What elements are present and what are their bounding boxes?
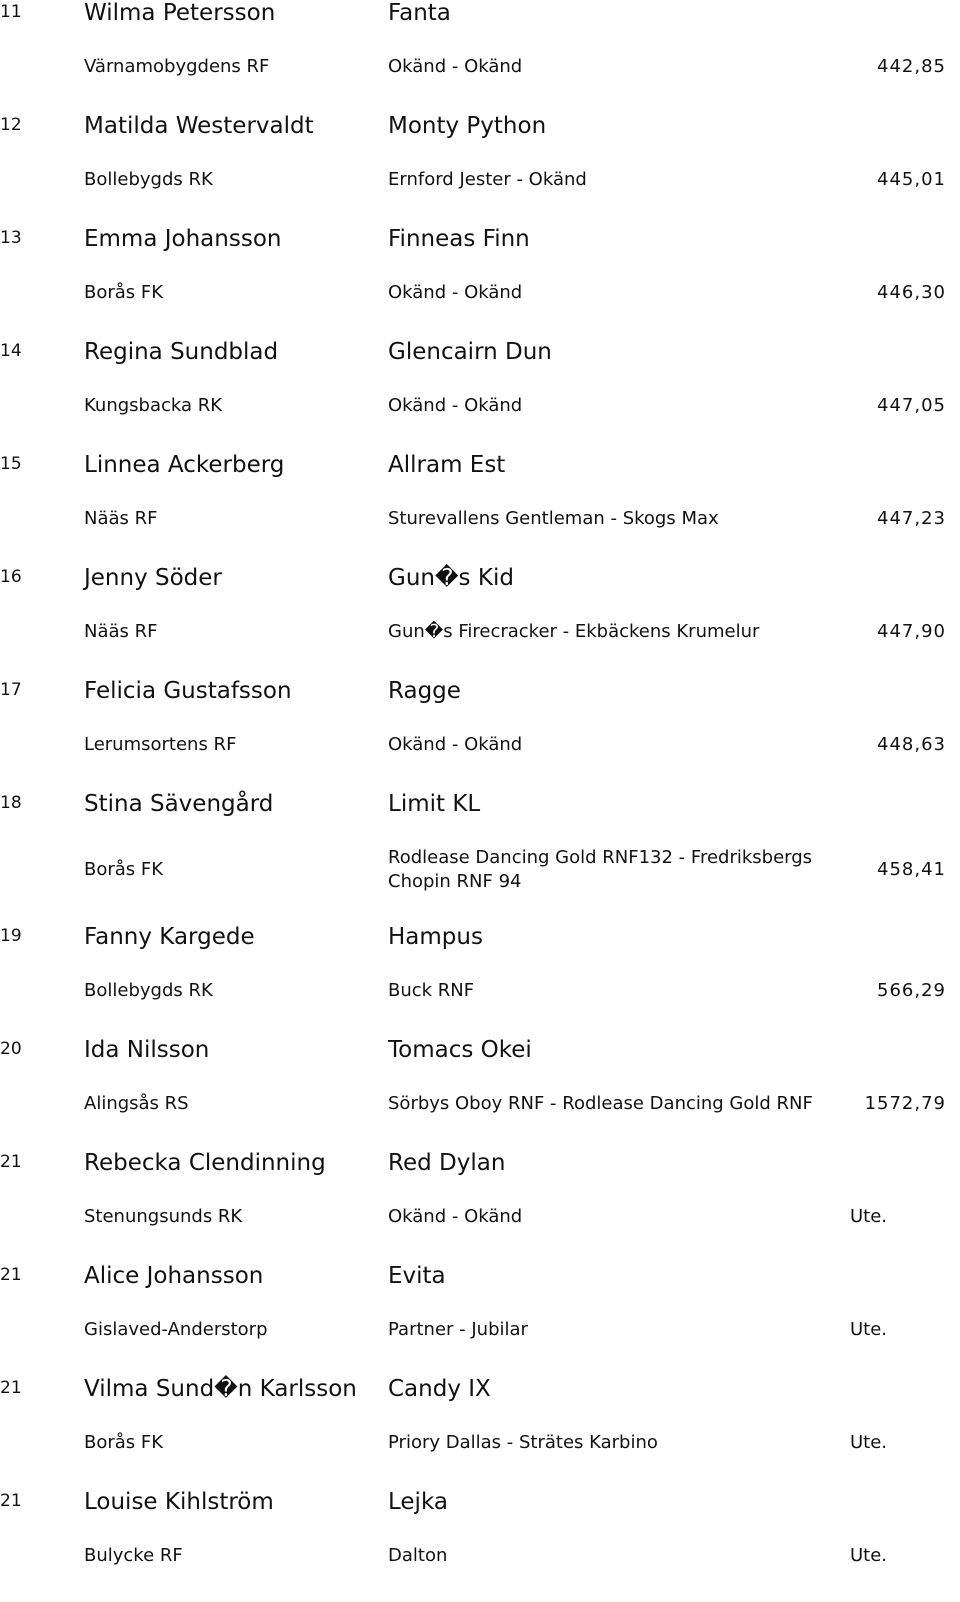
placing: 13 [0,228,22,248]
horse-pedigree: Gun�s Firecracker - Ekbäckens Krumelur [388,621,760,642]
entry-detail-row [0,1205,960,1263]
horse-pedigree: Sturevallens Gentleman - Skogs Max [388,508,719,529]
horse-name: Finneas Finn [388,226,530,252]
entry-main-row [0,113,960,168]
rider-name: Vilma Sund�n Karlsson [84,1376,357,1402]
rider-name: Emma Johansson [84,226,282,252]
entry-detail-row [0,281,960,339]
result-entry [0,1376,960,1489]
result-entry [0,1150,960,1263]
placing: 16 [0,567,22,587]
entry-main-row [0,924,960,979]
horse-name: Monty Python [388,113,547,139]
result-value: 448,63 [877,734,946,755]
horse-name: Lejka [388,1489,448,1515]
entry-main-row [0,452,960,507]
horse-name: Allram Est [388,452,506,478]
result-value: 447,23 [877,508,946,529]
result-value: Ute. [850,1206,888,1227]
result-value: 446,30 [877,282,946,303]
club-name: Borås FK [84,1432,164,1453]
club-name: Bulycke RF [84,1545,183,1566]
rider-name: Rebecka Clendinning [84,1150,326,1176]
entry-detail-row [0,1431,960,1489]
result-entry [0,1037,960,1150]
placing: 18 [0,793,22,813]
rider-name: Felicia Gustafsson [84,678,292,704]
entry-main-row [0,565,960,620]
result-entry [0,1263,960,1376]
entry-detail-row [0,846,960,924]
horse-name: Fanta [388,0,451,26]
horse-pedigree: Rodlease Dancing Gold RNF132 - Fredriksbergs Chopin RNF 94 [388,847,813,892]
result-entry [0,452,960,565]
result-value: 458,41 [877,859,946,880]
entry-main-row [0,1150,960,1205]
club-name: Gislaved-Anderstorp [84,1319,268,1340]
entry-main-row [0,339,960,394]
rider-name: Wilma Petersson [84,0,276,26]
horse-name: Red Dylan [388,1150,506,1176]
horse-pedigree: Priory Dallas - Strätes Karbino [388,1432,658,1453]
club-name: Bollebygds RK [84,980,213,1001]
result-value: Ute. [850,1432,888,1453]
entry-detail-row [0,979,960,1037]
entry-detail-row [0,55,960,113]
placing: 21 [0,1265,22,1285]
entry-detail-row [0,733,960,791]
entry-detail-row [0,168,960,226]
club-name: Lerumsortens RF [84,734,237,755]
club-name: Nääs RF [84,621,158,642]
result-entry [0,1489,960,1602]
horse-pedigree: Partner - Jubilar [388,1319,528,1340]
placing: 20 [0,1039,22,1059]
entry-main-row [0,1376,960,1431]
entry-detail-row [0,1092,960,1150]
club-name: Alingsås RS [84,1093,189,1114]
placing: 21 [0,1491,22,1511]
placing: 15 [0,454,22,474]
entry-detail-row [0,394,960,452]
rider-name: Alice Johansson [84,1263,264,1289]
entry-main-row [0,678,960,733]
rider-name: Stina Sävengård [84,791,274,817]
result-value: Ute. [850,1545,888,1566]
horse-pedigree: Okänd - Okänd [388,56,523,77]
club-name: Värnamobygdens RF [84,56,270,77]
entry-main-row [0,226,960,281]
rider-name: Jenny Söder [84,565,222,591]
horse-pedigree: Okänd - Okänd [388,1206,523,1227]
rider-name: Ida Nilsson [84,1037,210,1063]
rider-name: Linnea Ackerberg [84,452,285,478]
placing: 21 [0,1152,22,1172]
result-value: 566,29 [877,980,946,1001]
placing: 11 [0,2,22,22]
horse-name: Limit KL [388,791,481,817]
horse-pedigree: Ernford Jester - Okänd [388,169,587,190]
result-entry [0,924,960,1037]
horse-pedigree: Okänd - Okänd [388,395,523,416]
placing: 12 [0,115,22,135]
entry-detail-row [0,1544,960,1602]
result-entry [0,113,960,226]
entry-main-row [0,1263,960,1318]
result-entry [0,565,960,678]
rider-name: Louise Kihlström [84,1489,274,1515]
placing: 17 [0,680,22,700]
horse-name: Gun�s Kid [388,565,514,591]
entry-detail-row [0,507,960,565]
result-entry [0,791,960,924]
entry-main-row [0,1037,960,1092]
entry-main-row [0,791,960,846]
placing: 21 [0,1378,22,1398]
club-name: Kungsbacka RK [84,395,223,416]
result-value: 447,90 [877,621,946,642]
horse-name: Hampus [388,924,483,950]
result-entry [0,226,960,339]
result-entry [0,0,960,113]
rider-name: Matilda Westervaldt [84,113,314,139]
horse-name: Glencairn Dun [388,339,552,365]
result-value: 1572,79 [864,1093,946,1114]
club-name: Borås FK [84,859,164,880]
result-entry [0,678,960,791]
placing: 14 [0,341,22,361]
club-name: Borås FK [84,282,164,303]
club-name: Nääs RF [84,508,158,529]
entry-main-row [0,1489,960,1544]
horse-pedigree: Buck RNF [388,980,475,1001]
result-value: Ute. [850,1319,888,1340]
entry-main-row [0,0,960,55]
result-value: 447,05 [877,395,946,416]
horse-name: Ragge [388,678,461,704]
horse-pedigree: Dalton [388,1545,448,1566]
horse-name: Tomacs Okei [388,1037,532,1063]
result-value: 445,01 [877,169,946,190]
horse-name: Candy IX [388,1376,491,1402]
club-name: Stenungsunds RK [84,1206,243,1227]
horse-pedigree: Sörbys Oboy RNF - Rodlease Dancing Gold RNF [388,1093,813,1114]
result-value: 442,85 [877,56,946,77]
entry-detail-row [0,1318,960,1376]
horse-pedigree: Okänd - Okänd [388,734,523,755]
horse-pedigree: Okänd - Okänd [388,282,523,303]
entry-detail-row [0,620,960,678]
rider-name: Regina Sundblad [84,339,279,365]
result-entry [0,339,960,452]
club-name: Bollebygds RK [84,169,213,190]
horse-name: Evita [388,1263,446,1289]
placing: 19 [0,926,22,946]
rider-name: Fanny Kargede [84,924,255,950]
